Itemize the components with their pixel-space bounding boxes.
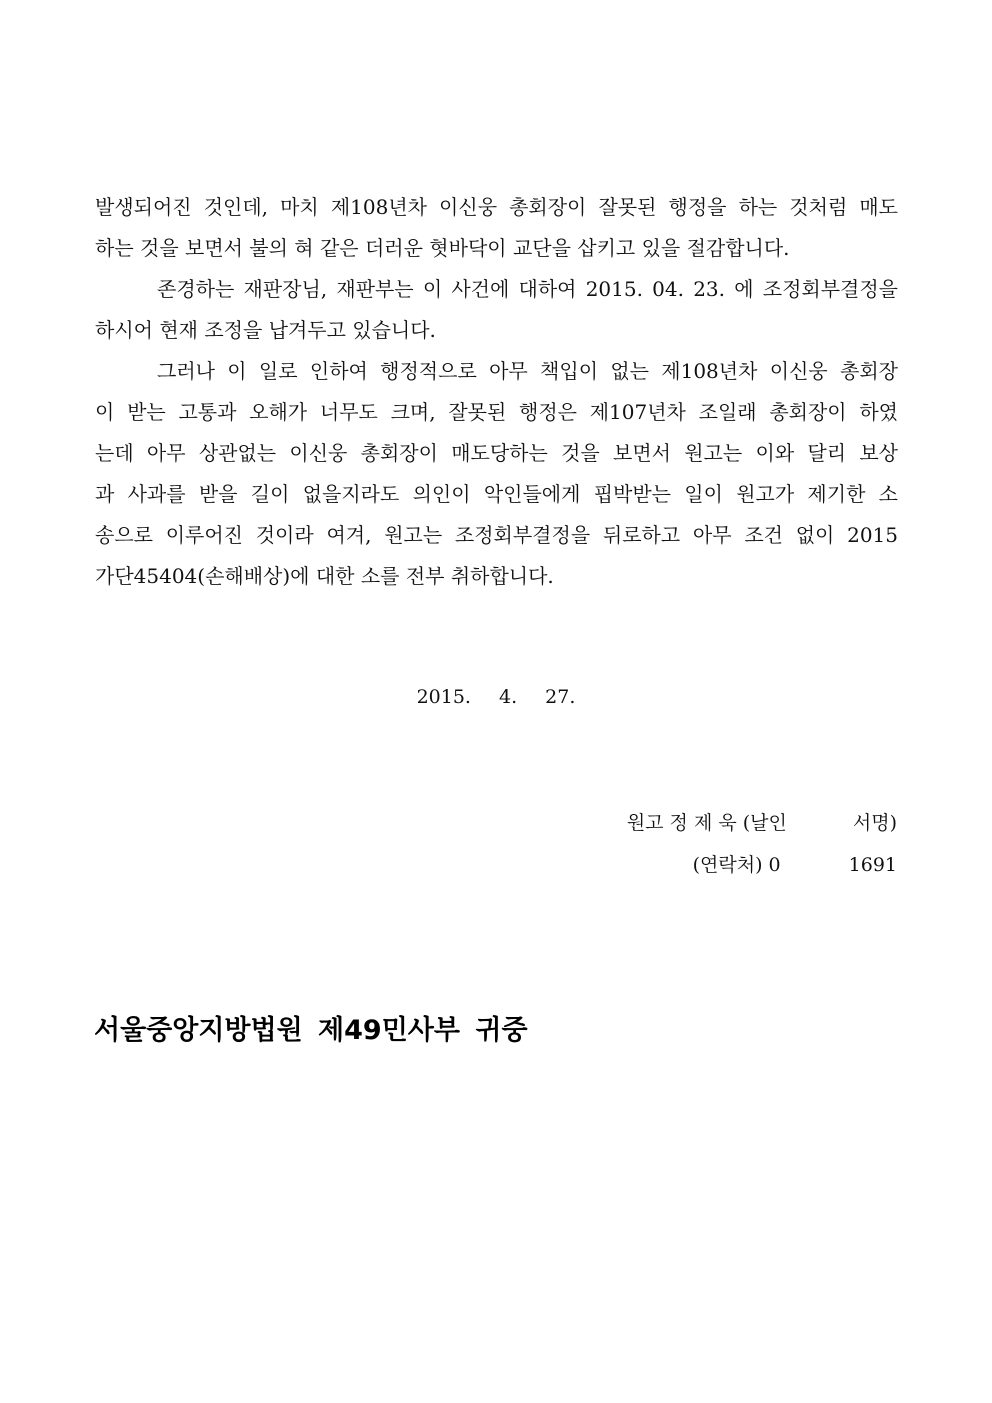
court-addressee: 서울중앙지방법원 제49민사부 귀중 [94, 1015, 528, 1046]
paragraph-line: 가단45404(손해배상)에 대한 소를 전부 취하합니다. [95, 564, 554, 588]
body-paragraphs [95, 187, 898, 597]
paragraph-line: 송으로 이루어진 것이라 여겨, 원고는 조정회부결정을 뒤로하고 아무 조건 없이 2015 [95, 523, 898, 547]
plaintiff-signature-line [627, 808, 897, 835]
paragraph-line: 하는 것을 보면서 불의 혀 같은 더러운 혓바닥이 교단을 삽키고 있을 절감합니다. [95, 236, 790, 260]
paragraph-line: 는데 아무 상관없는 이신웅 총회장이 매도당하는 것을 보면서 원고는 이와 달리 보상 [95, 441, 898, 465]
paragraph-line: 과 사과를 받을 길이 없을지라도 의인이 악인들에게 핍박받는 일이 원고가 제기한 소 [95, 482, 898, 506]
signature-suffix: 서명) [852, 812, 897, 834]
paragraph-line: 이 받는 고통과 오해가 너무도 크며, 잘못된 행정은 제107년차 조일래 총회장이 하였 [95, 400, 898, 424]
paragraph-line: 발생되어진 것인데, 마치 제108년차 이신웅 총회장이 잘못된 행정을 하는 것처럼 매도 [95, 195, 898, 219]
paragraph-line: 존경하는 재판장님, 재판부는 이 사건에 대하여 2015. 04. 23. 에 조정회부결정을 [157, 277, 898, 301]
contact-line [693, 850, 897, 877]
contact-number-tail: 1691 [848, 854, 897, 876]
contact-label: (연락처) 0 [692, 854, 781, 876]
plaintiff-name: 원고 정 제 욱 (날인 [626, 812, 787, 834]
document-date: 2015. 4. 27. [416, 686, 576, 708]
paragraph-line: 하시어 현재 조정을 납겨두고 있습니다. [95, 318, 436, 342]
paragraph-line: 그러나 이 일로 인하여 행정적으로 아무 책입이 없는 제108년차 이신웅 총회장 [157, 359, 898, 383]
